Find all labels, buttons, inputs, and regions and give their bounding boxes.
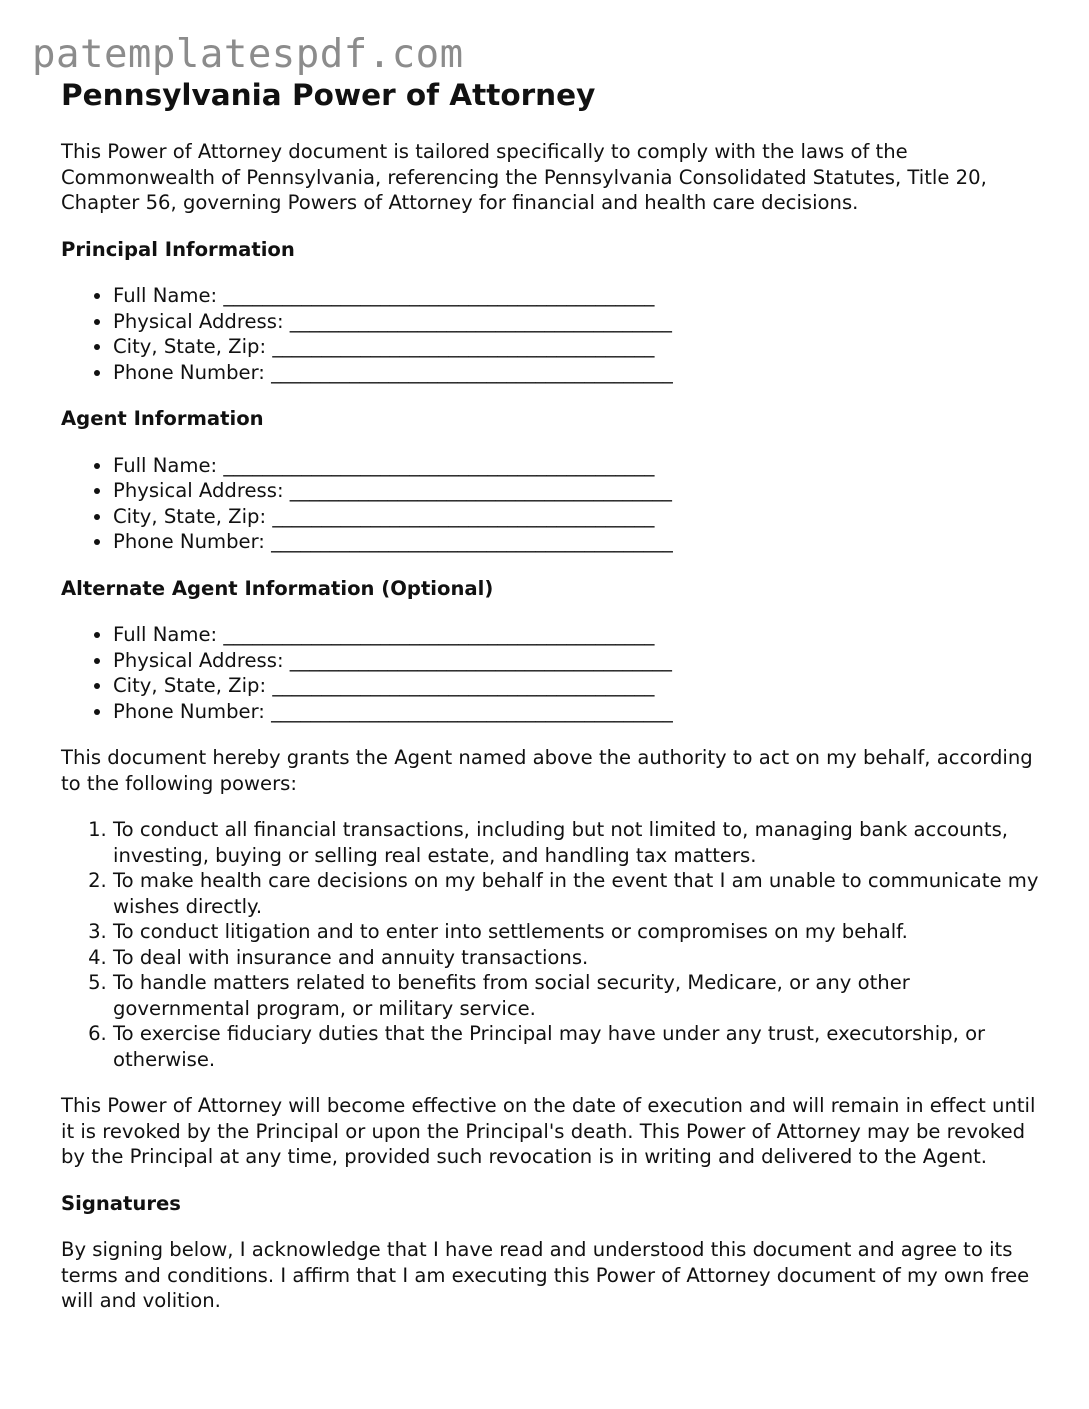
agent-fields [61, 453, 1051, 555]
principal-full-name-field: • Full Name: ____________________________________________ [113, 283, 1051, 309]
alternate-address-field: • Physical Address: _______________________________________ [113, 648, 1051, 674]
principal-city-field: • City, State, Zip: _______________________________________ [113, 334, 1051, 360]
agent-city-field: • City, State, Zip: _______________________________________ [113, 504, 1051, 530]
power-item: 2. To make health care decisions on my behalf in the event that I am unable to communicate my wishes directly. [113, 868, 1051, 919]
alternate-full-name-field: • Full Name: ____________________________________________ [113, 622, 1051, 648]
principal-fields [61, 283, 1051, 385]
document-title: Pennsylvania Power of Attorney [61, 78, 596, 112]
principal-phone-field: • Phone Number: _________________________________________ [113, 360, 1051, 386]
power-item: 3. To conduct litigation and to enter into settlements or compromises on my behalf. [113, 919, 1051, 945]
agent-full-name-field: • Full Name: ____________________________________________ [113, 453, 1051, 479]
agent-phone-field: • Phone Number: _________________________________________ [113, 529, 1051, 555]
power-item: 1. To conduct all financial transactions, including but not limited to, managing bank accounts, investing, buying or selling real estate, and handling tax matters. [113, 817, 1051, 868]
alternate-phone-field: • Phone Number: _________________________________________ [113, 699, 1051, 725]
document-body [61, 75, 1051, 1335]
principal-address-field: • Physical Address: _______________________________________ [113, 309, 1051, 335]
alternate-agent-fields [61, 622, 1051, 724]
power-item: 5. To handle matters related to benefits from social security, Medicare, or any other governmental program, or military service. [113, 970, 1051, 1021]
grant-paragraph: This document hereby grants the Agent named above the authority to act on my behalf, according to the following powers: [61, 746, 1033, 795]
principal-heading: Principal Information [61, 237, 295, 261]
power-item: 6. To exercise fiduciary duties that the Principal may have under any trust, executorship, or otherwise. [113, 1021, 1051, 1072]
alternate-agent-heading: Alternate Agent Information (Optional) [61, 576, 494, 600]
power-item: 4. To deal with insurance and annuity transactions. [113, 945, 1051, 971]
signatures-heading: Signatures [61, 1191, 181, 1215]
watermark: patemplatespdf.com [32, 32, 464, 77]
intro-paragraph: This Power of Attorney document is tailored specifically to comply with the laws of the Commonwealth of Pennsylvania, referencing the Pennsylvania Consolidated Statutes, Title 20, Chapter 56, governing Powers of Attorney for financial and health care decisions. [61, 140, 987, 214]
powers-list [61, 817, 1051, 1072]
signatures-paragraph: By signing below, I acknowledge that I have read and understood this document and agree to its terms and conditions. I affirm that I am executing this Power of Attorney document of my own free will and volition. [61, 1238, 1030, 1312]
agent-heading: Agent Information [61, 407, 264, 430]
agent-address-field: • Physical Address: _______________________________________ [113, 478, 1051, 504]
effective-paragraph: This Power of Attorney will become effective on the date of execution and will remain in effect until it is revoked by the Principal or upon the Principal's death. This Power of Attorney may be revoked by the Principal at any time, provided such revocation is in writing and delivered to the Agent. [61, 1094, 1036, 1168]
alternate-city-field: • City, State, Zip: _______________________________________ [113, 673, 1051, 699]
